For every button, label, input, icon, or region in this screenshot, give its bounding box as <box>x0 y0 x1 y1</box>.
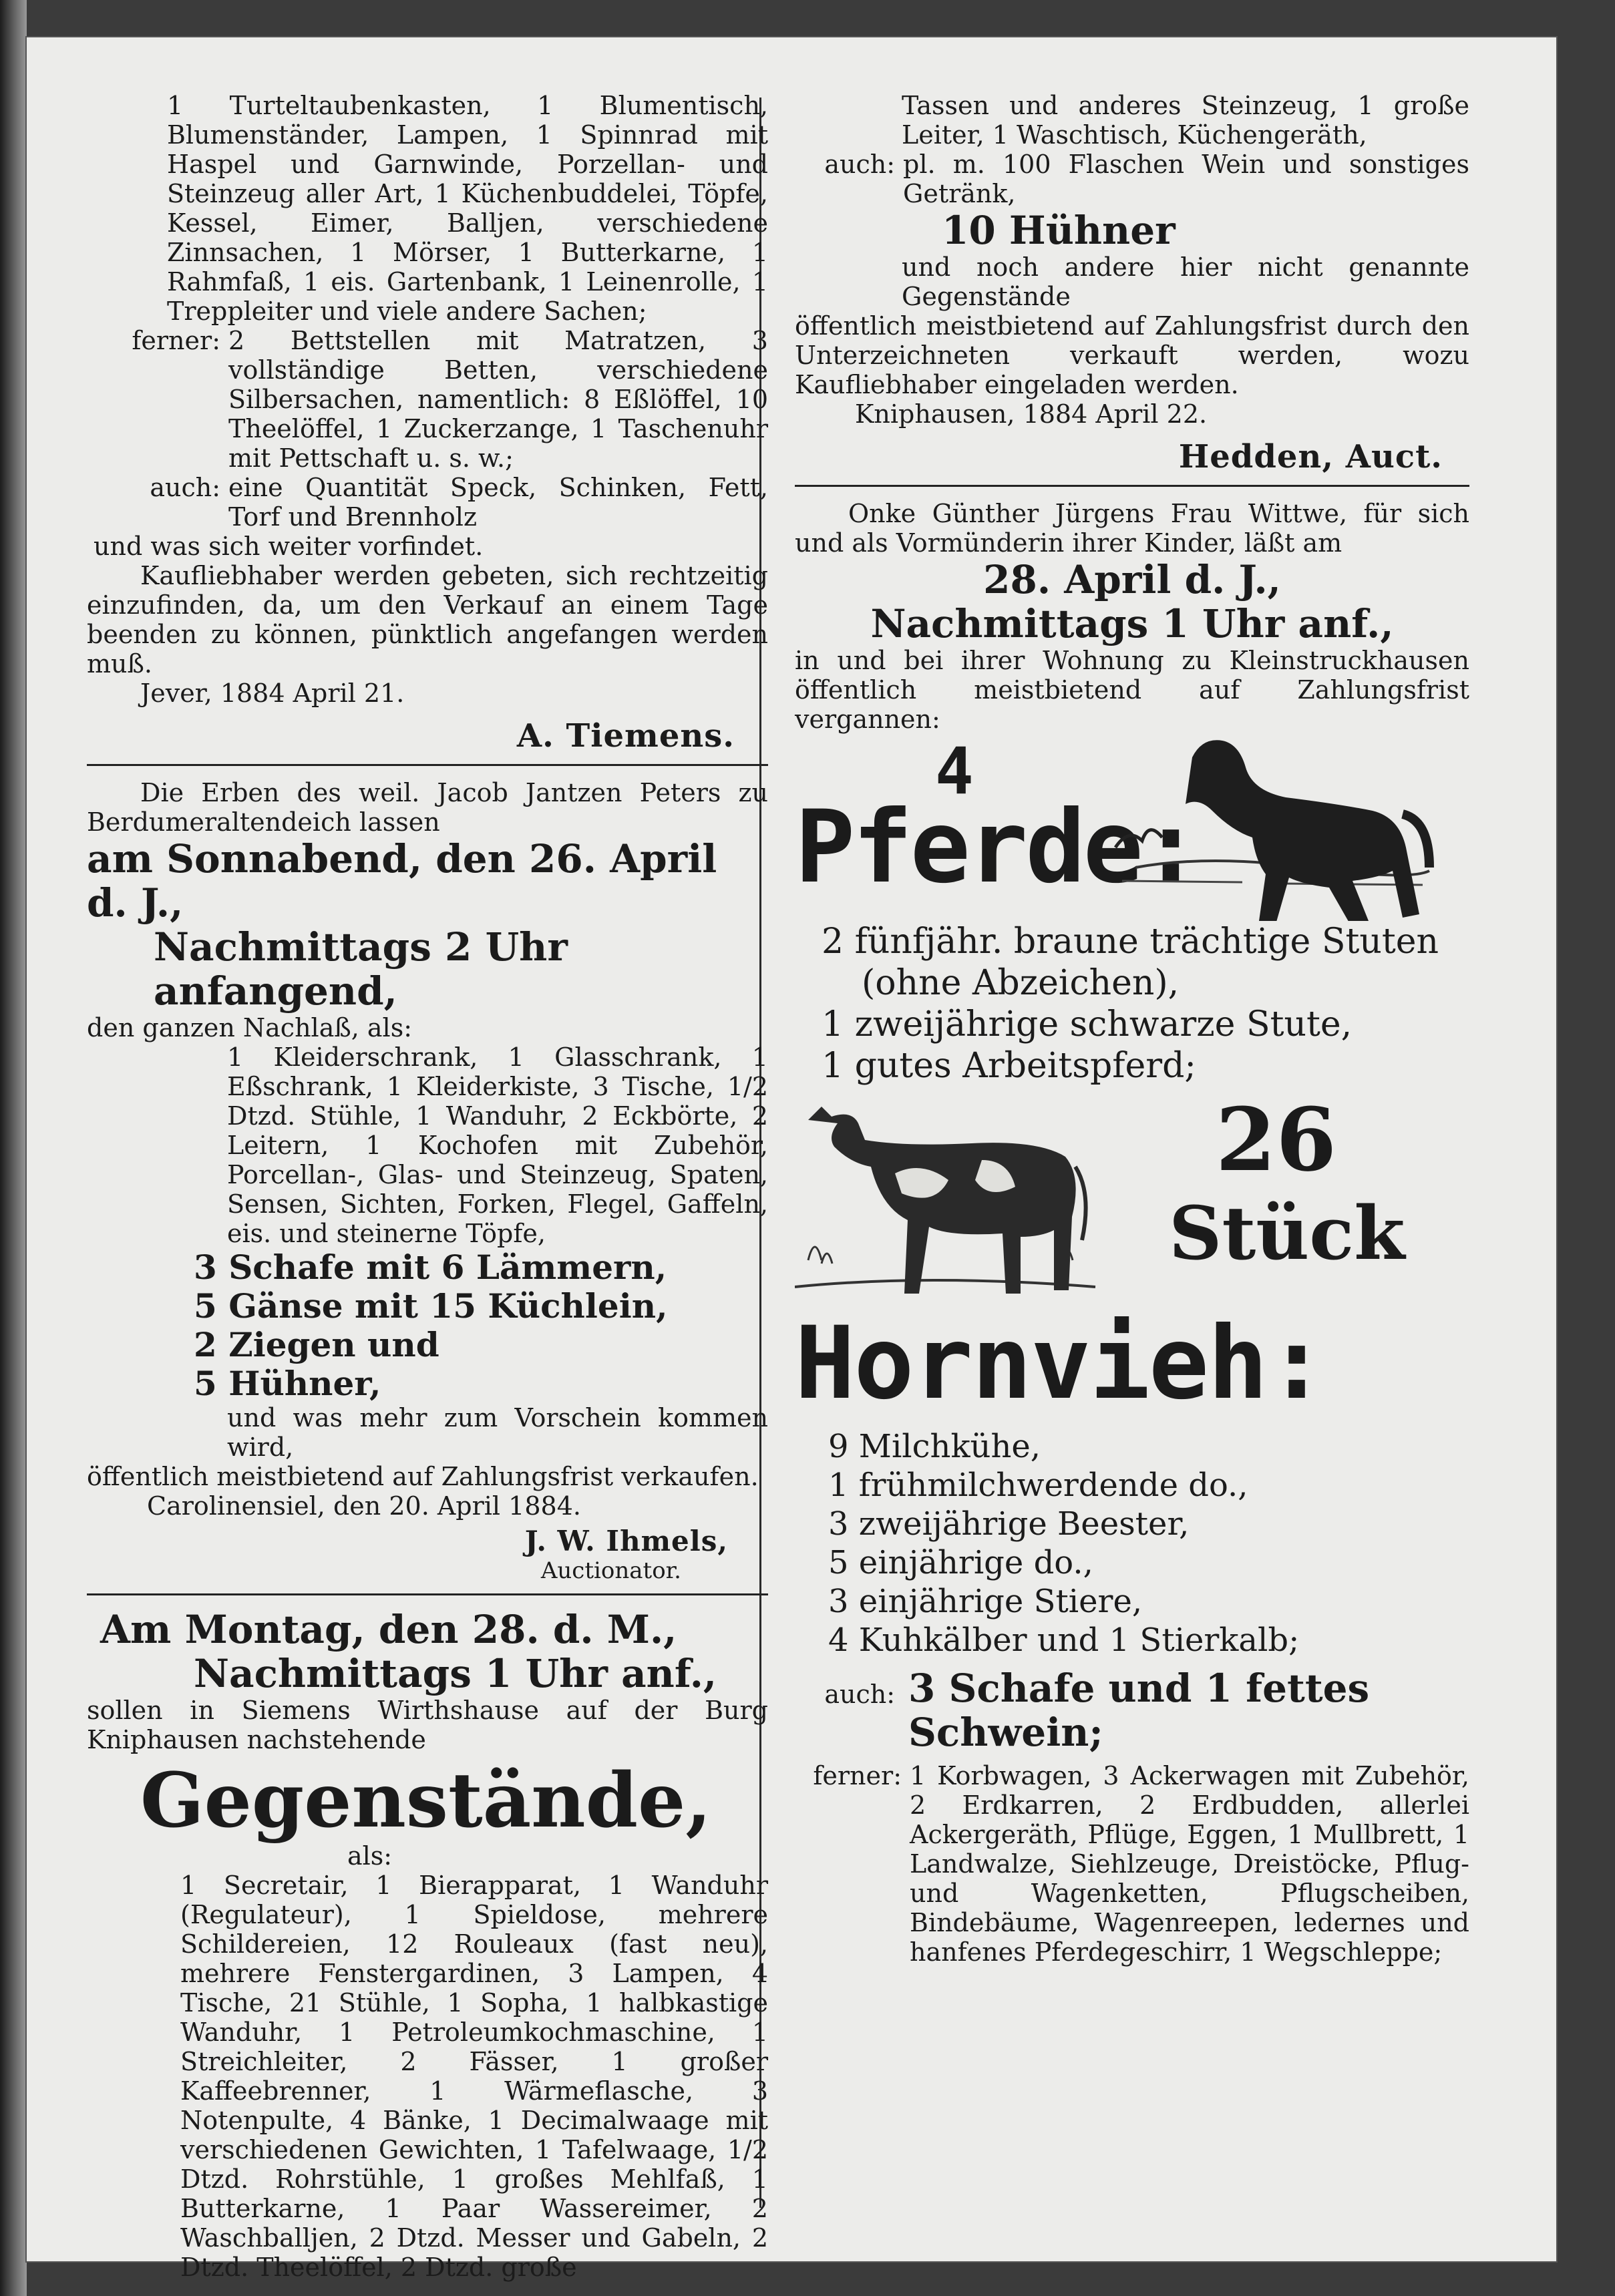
ad3-cont-place-date: Kniphausen, 1884 April 22. <box>855 399 1208 429</box>
ad4-auch-label: auch: <box>824 1680 895 1709</box>
horse-items <box>795 921 1469 1087</box>
cattle-item: 5 einjährige do., <box>828 1544 1093 1581</box>
ad4-date: 28. April d. J., <box>983 557 1281 602</box>
ad3-cont-sale: öffentlich meistbietend auf Zahlungsfrist durch den Unterzeichneten verkauft werden, wozu Kaufliebhaber eingeladen werden. <box>795 311 1469 399</box>
ad1-tail: und was sich weiter vorfindet. <box>94 532 484 561</box>
ad3-cont-signature: Hedden, Auct. <box>1178 438 1443 475</box>
ad1-ferner-text: 2 Bettstellen mit Matratzen, 3 vollständige Betten, verschiedene Silbersachen, namentlich: 8 Eßlöffel, 10 Theelöffel, 1 Zuckerzange, 1 Taschenuhr mit Pettschaft u. s. w.; <box>228 326 768 473</box>
ad1-ferner <box>87 326 768 473</box>
ad4-auch-text: 3 Schafe und 1 fettes Schwein; <box>908 1666 1370 1755</box>
cattle-items <box>795 1427 1469 1660</box>
ad3-intro: sollen in Siemens Wirthshause auf der Burg Kniphausen nachstehende <box>87 1696 768 1754</box>
ad1-signature: A. Tiemens. <box>516 717 735 755</box>
ad4-time: Nachmittags 1 Uhr anf., <box>870 601 1394 646</box>
book-binding-edge <box>0 0 27 2296</box>
cattle-item: 3 einjährige Stiere, <box>828 1583 1143 1620</box>
ad4-intro: Onke Günther Jürgens Frau Wittwe, für sich und als Vormünderin ihrer Kinder, läßt am <box>795 499 1469 558</box>
ad1-auch <box>87 473 768 532</box>
auction-notice-tiemens <box>87 91 768 755</box>
ad3-cont-auch-label: auch: <box>824 150 895 179</box>
ad2-time: Nachmittags 2 Uhr anfangend, <box>154 924 568 1014</box>
ad2-items: 1 Kleiderschrank, 1 Glasschrank, 1 Eßschrank, 1 Kleiderkiste, 3 Tische, 1/2 Dtzd. Stühle, 1 Wanduhr, 2 Eckbörte, 2 Leitern, 1 Kochofen mit Zubehör, Porcellan-, Glas- und Steinzeug, Spaten, Sensen, Sichten, Forken, Flegel, Gaffeln, eis. und steinerne Töpfe, <box>227 1042 768 1248</box>
horse-item: 1 zweijährige schwarze Stute, <box>822 1004 1353 1044</box>
ad4-ferner-text: 1 Korbwagen, 3 Ackerwagen mit Zubehör, 2 Erdkarren, 2 Erdbudden, allerlei Ackergeräth, Pflüge, Eggen, 1 Mullbrett, 1 Landwalze, Siehlzeuge, Dreistöcke, Pflug- und Wagenketten, Pflugscheiben, Bindebäume, Wagenreepen, ledernes und hanfenes Pferdegeschirr, 1 Wegschleppe; <box>910 1761 1469 1967</box>
ad-separator <box>795 485 1469 487</box>
ad3-cont-auch <box>795 150 1469 208</box>
cattle-item: 9 Milchkühe, <box>828 1428 1041 1465</box>
cattle-word: Hornvieh: <box>795 1306 1326 1422</box>
ad2-tail: und was mehr zum Vorschein kommen wird, <box>227 1403 768 1462</box>
ad2-animal-item: 5 Hühner, <box>194 1364 381 1403</box>
ad2-animal-item: 2 Ziegen und <box>194 1325 439 1364</box>
ad-separator <box>87 764 768 766</box>
ad1-auch-text: eine Quantität Speck, Schinken, Fett, Torf und Brennholz <box>228 473 768 532</box>
horse-item: 1 gutes Arbeitspferd; <box>822 1046 1196 1086</box>
auction-notice-juergens <box>795 499 1469 1967</box>
horse-item: 2 fünfjähr. braune trächtige Stuten <box>822 922 1439 962</box>
ad2-animal-item: 3 Schafe mit 6 Lämmern, <box>194 1248 667 1287</box>
ad1-auch-label: auch: <box>150 473 220 502</box>
ad2-date: am Sonnabend, den 26. April d. J., <box>87 836 717 926</box>
ad-separator <box>87 1593 768 1595</box>
ad3-headline: Gegenstände, <box>140 1757 712 1845</box>
left-column <box>87 91 768 2282</box>
ad3-cont-hens: 10 Hühner <box>942 208 1176 253</box>
auction-notice-siemens <box>87 1607 768 2282</box>
cattle-item: 1 frühmilchwerdende do., <box>828 1467 1248 1504</box>
ad4-ferner-label: ferner: <box>813 1761 902 1790</box>
horse-count: 4 <box>935 734 974 809</box>
cattle-unit: Stück <box>1169 1190 1405 1276</box>
ad2-sale: öffentlich meistbietend auf Zahlungsfrist verkaufen. <box>87 1462 759 1491</box>
horse-word: Pferde: <box>795 789 1199 906</box>
ad3-date: Am Montag, den 28. d. M., <box>100 1607 677 1652</box>
ad3-items: 1 Secretair, 1 Bierapparat, 1 Wanduhr (Regulateur), 1 Spieldose, mehrere Schildereien, 12 Rouleaux (fast neu), mehrere Fenstergardinen, 3 Lampen, 4 Tische, 21 Stühle, 1 Sopha, 1 halbkastige Wanduhr, 1 Petroleumkochmaschine, 1 Streichleiter, 2 Fässer, 1 großer Kaffeebrenner, 1 Wärmeflasche, 3 Notenpulte, 4 Bänke, 1 Decimalwaage mit verschiedenen Gewichten, 1 Tafelwaage, 1/2 Dtzd. Rohrstühle, 1 großes Mehlfaß, 1 Butterkarne, 1 Paar Wassereimer, 2 Waschballjen, 2 Dtzd. Messer und Gabeln, 2 Dtzd. Theelöffel, 2 Dtzd. große <box>180 1871 768 2282</box>
newspaper-page <box>27 37 1556 2282</box>
ad1-ferner-label: ferner: <box>132 326 220 355</box>
cattle-count: 26 <box>1216 1089 1336 1191</box>
cow-illustration <box>795 1093 1102 1307</box>
ad4-auch <box>795 1666 1469 1754</box>
ad2-lead: den ganzen Nachlaß, als: <box>87 1013 413 1042</box>
cattle-block <box>795 1089 1469 1307</box>
ad4-ferner <box>795 1761 1469 1967</box>
ad1-note: Kaufliebhaber werden gebeten, sich rechtzeitig einzufinden, da, um den Verkauf an einem Tage beenden zu können, pünktlich angefangen werden muß. <box>87 561 768 679</box>
auction-notice-hedden <box>795 91 1469 475</box>
cattle-item: 3 zweijährige Beester, <box>828 1505 1190 1543</box>
ad3-time: Nachmittags 1 Uhr anf., <box>194 1651 717 1696</box>
ad2-place-date: Carolinensiel, den 20. April 1884. <box>147 1491 581 1521</box>
right-column <box>795 91 1469 1967</box>
horse-item: (ohne Abzeichen), <box>862 963 1180 1003</box>
horse-illustration <box>1109 734 1443 921</box>
ad2-title: Auctionator. <box>540 1557 681 1584</box>
cattle-item: 4 Kuhkälber und 1 Stierkalb; <box>828 1621 1300 1659</box>
ad1-place-date: Jever, 1884 April 21. <box>140 679 405 708</box>
ad2-signature: J. W. Ihmels, <box>524 1525 728 1557</box>
ad2-animals <box>87 1248 768 1403</box>
ad3-cont-auch-text: pl. m. 100 Flaschen Wein und sonstiges Getränk, <box>903 150 1469 208</box>
ad3-cont-first: Tassen und anderes Steinzeug, 1 große Leiter, 1 Waschtisch, Küchengeräth, <box>902 91 1469 150</box>
ad3-cont-more: und noch andere hier nicht genannte Gegenstände <box>902 252 1469 311</box>
horse-block <box>795 734 1469 921</box>
auction-notice-peters <box>87 778 768 1584</box>
ad2-intro: Die Erben des weil. Jacob Jantzen Peters zu Berdumeraltendeich lassen <box>87 778 768 837</box>
ad1-items: 1 Turteltaubenkasten, 1 Blumentisch, Blumenständer, Lampen, 1 Spinnrad mit Haspel und Garnwinde, Porzellan- und Steinzeug aller Art, 1 Küchenbuddelei, Töpfe, Kessel, Eimer, Balljen, verschiedene Zinnsachen, 1 Mörser, 1 Butterkarne, 1 Rahmfaß, 1 eis. Gartenbank, 1 Leinenrolle, 1 Treppleiter und viele andere Sachen; <box>167 91 768 326</box>
ad2-animal-item: 5 Gänse mit 15 Küchlein, <box>194 1286 668 1326</box>
ad4-place: in und bei ihrer Wohnung zu Kleinstruckhausen öffentlich meistbietend auf Zahlungsfrist vergannen: <box>795 646 1469 734</box>
ad3-als: als: <box>347 1841 393 1871</box>
